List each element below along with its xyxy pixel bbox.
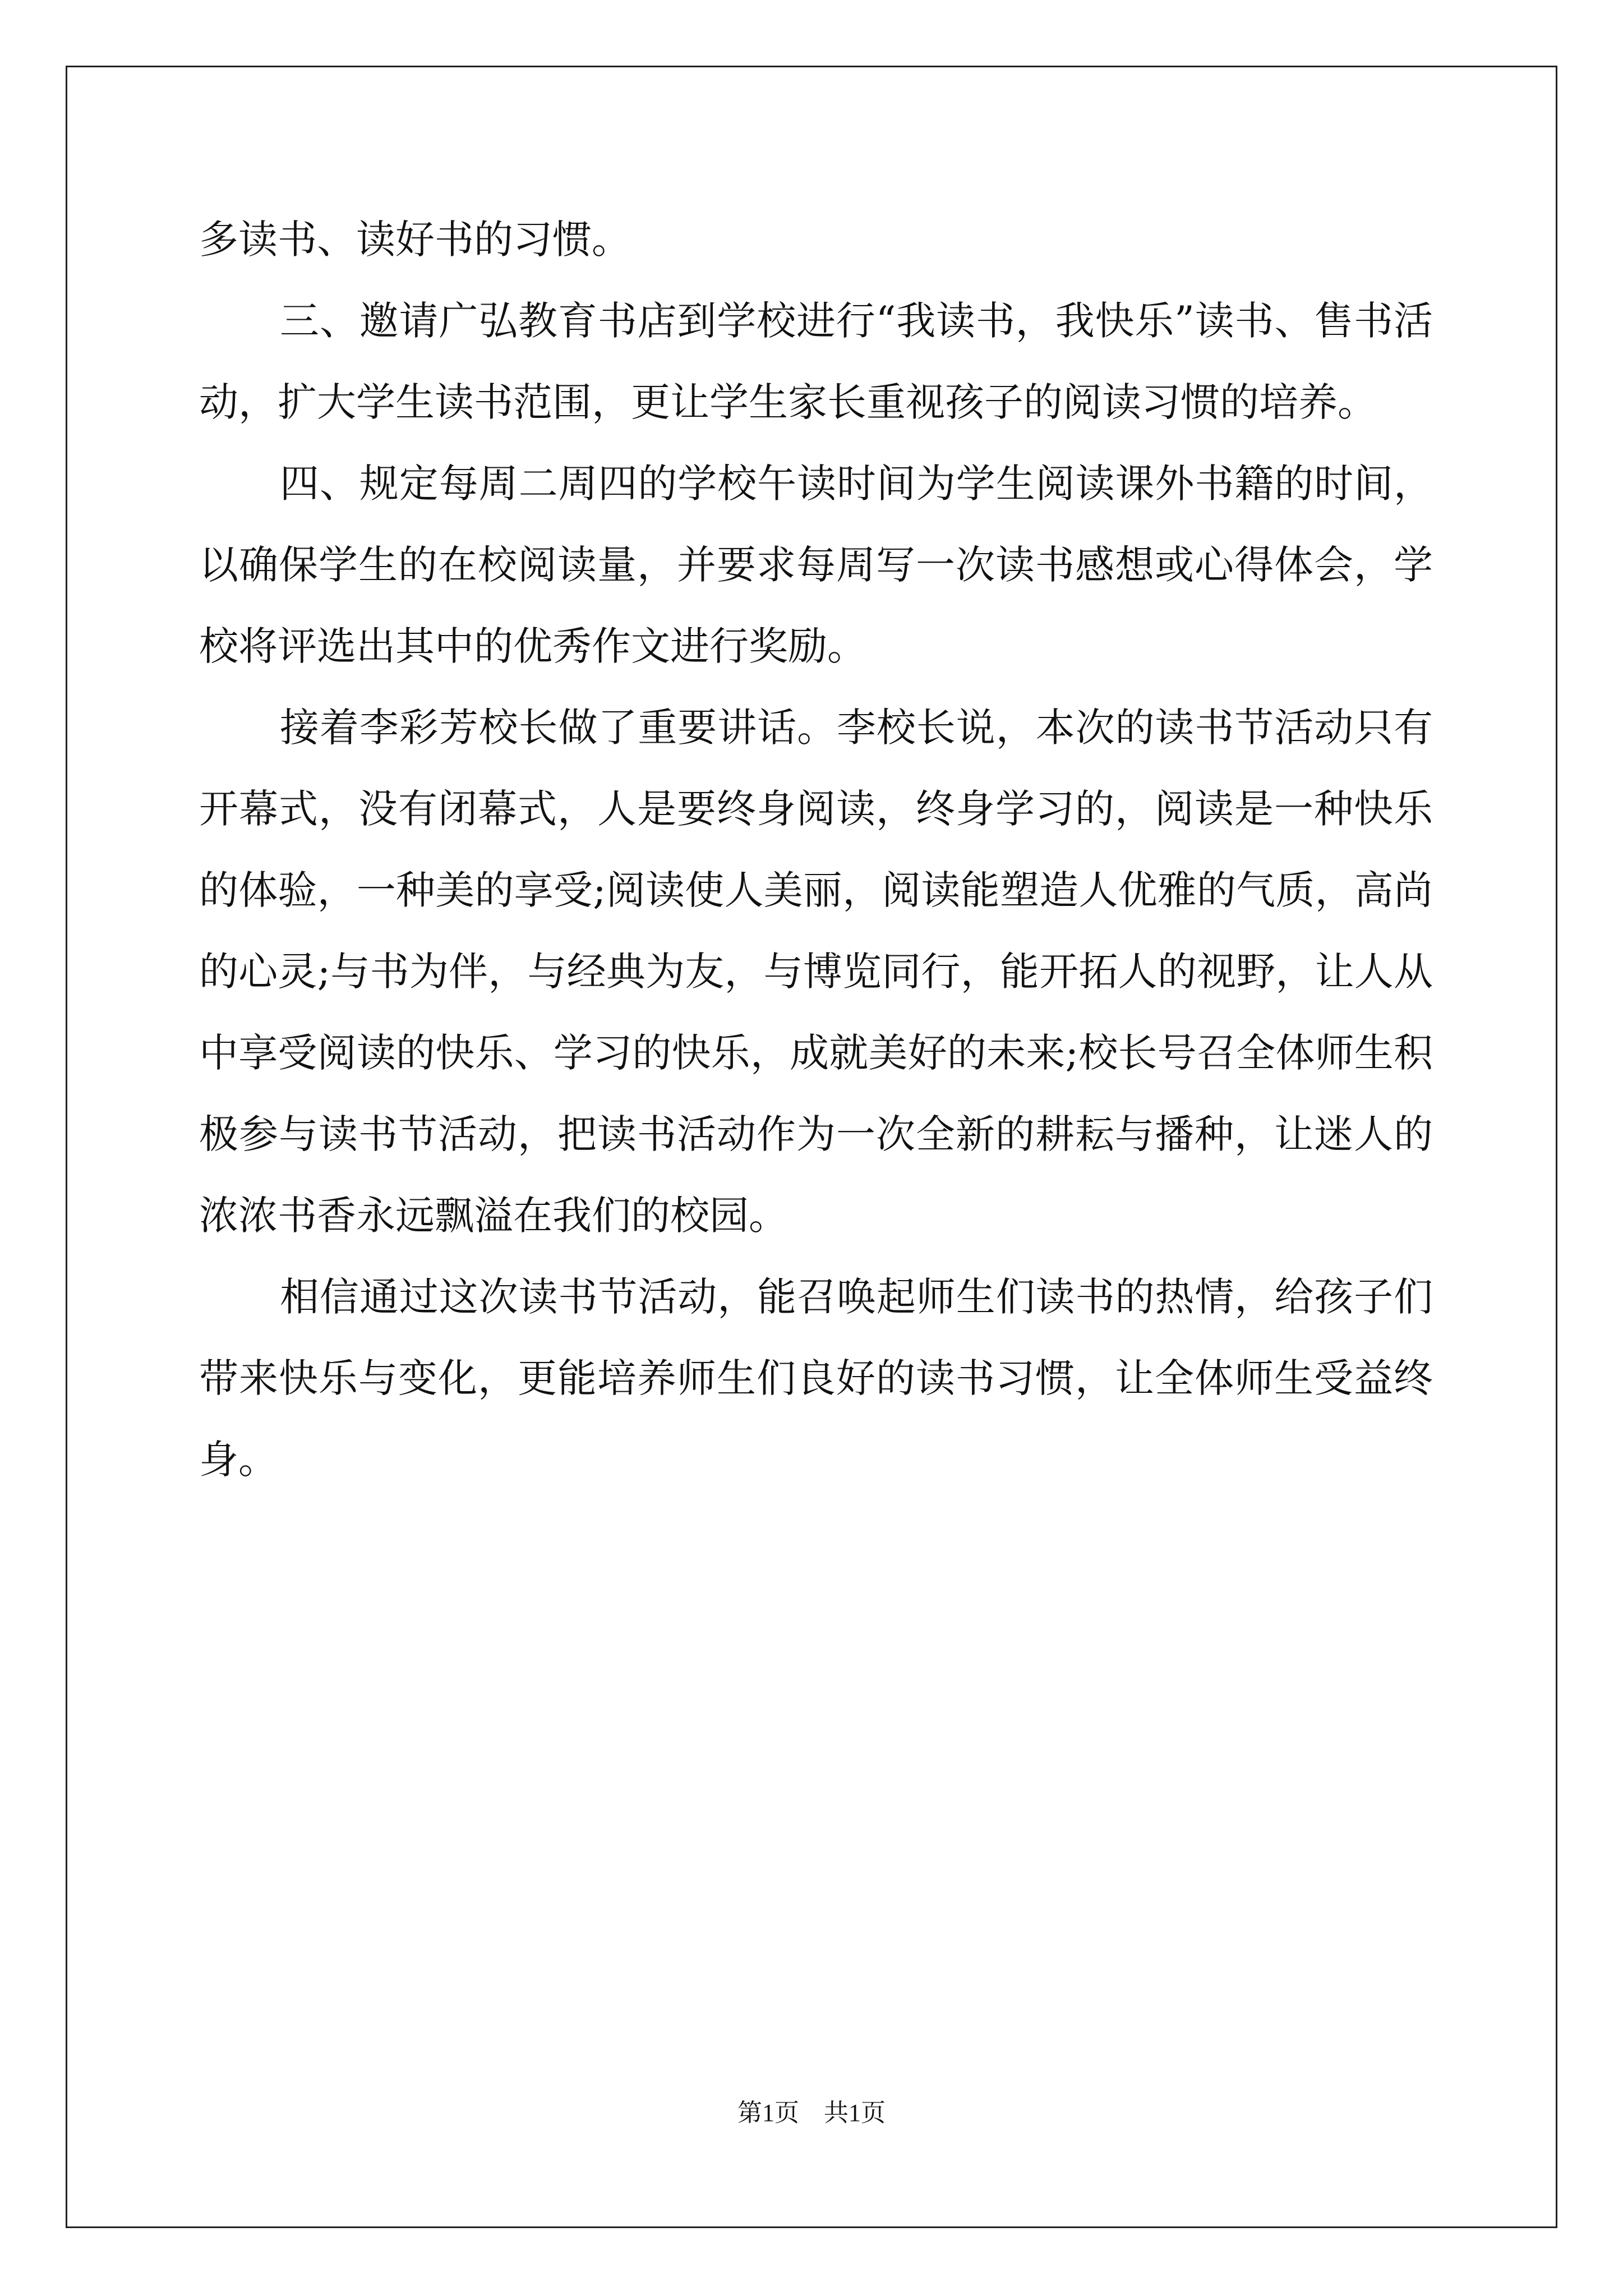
paragraph-5: 相信通过这次读书节活动，能召唤起师生们读书的热情，给孩子们带来快乐与变化，更能培养师生们良好的读书习惯，让全体师生受益终身。: [199, 1274, 1433, 1483]
document-body: [199, 199, 1433, 1501]
page-footer: 第1页 共1页: [737, 2099, 886, 2127]
paragraph-4: 接着李彩芳校长做了重要讲话。李校长说，本次的读书节活动只有开幕式，没有闭幕式，人是要终身阅读，终身学习的，阅读是一种快乐的体验，一种美的享受;阅读使人美丽，阅读能塑造人优雅的气质，高尚的心灵;与书为伴，与经典为友，与博览同行，能开拓人的视野，让人从中享受阅读的快乐、学习的快乐，成就美好的未来;校长号召全体师生积极参与读书节活动，把读书活动作为一次全新的耕耘与播种，让迷人的浓浓书香永远飘溢在我们的校园。: [199, 705, 1433, 1239]
paragraph-2: 三、邀请广弘教育书店到学校进行“我读书，我快乐”读书、售书活动，扩大学生读书范围，更让学生家长重视孩子的阅读习惯的培养。: [199, 298, 1433, 425]
paragraph-1: 多读书、读好书的习惯。: [199, 217, 631, 263]
paragraph-3: 四、规定每周二周四的学校午读时间为学生阅读课外书籍的时间，以确保学生的在校阅读量，并要求每周写一次读书感想或心得体会，学校将评选出其中的优秀作文进行奖励。: [199, 461, 1433, 669]
